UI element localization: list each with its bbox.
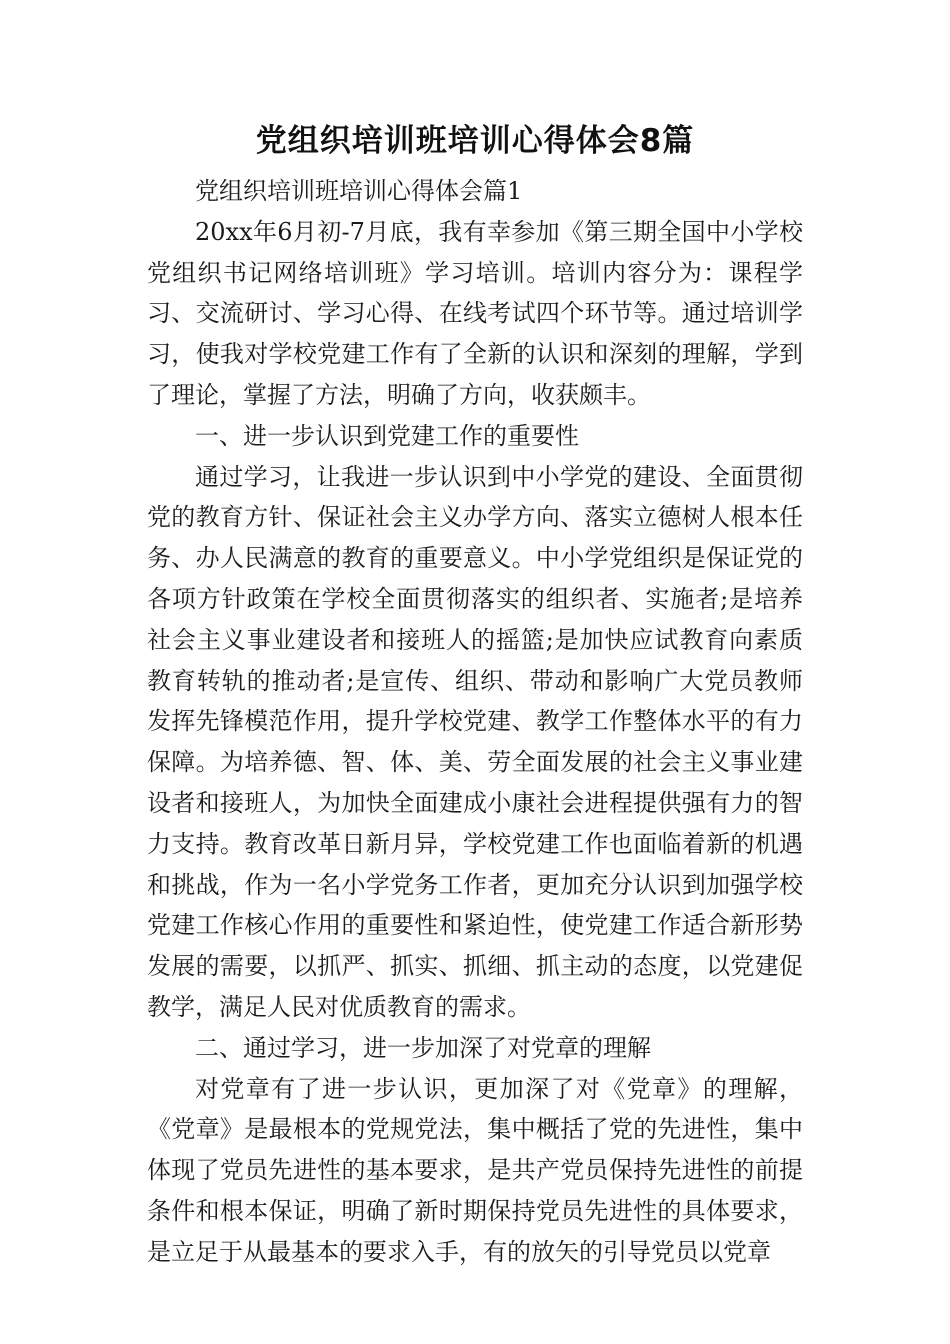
document-title: 党组织培训班培训心得体会8篇 [255,123,695,159]
paragraph: 通过学习，让我进一步认识到中小学党的建设、全面贯彻党的教育方针、保证社会主义办学方向、落实立德树人根本任务、办人民满意的教育的重要意义。中小学党组织是保证党的各项方针政策在学校全面贯彻落实的组织者、实施者;是培养社会主义事业建设者和接班人的摇篮;是加快应试教育向素质教育转轨的推动者;是宣传、组织、带动和影响广大党员教师发挥先锋模范作用，提升学校党建、教学工作整体水平的有力保障。为培养德、智、体、美、劳全面发展的社会主义事业建设者和接班人，为加快全面建成小康社会进程提供强有力的智力支持。教育改革日新月异，学校党建工作也面临着新的机遇和挑战，作为一名小学党务工作者，更加充分认识到加强学校党建工作核心作用的重要性和紧迫性，使党建工作适合新形势发展的需要，以抓严、抓实、抓细、抓主动的态度，以党建促教学，满足人民对优质教育的需求。 [147,462,803,1021]
section-heading: 一、进一步认识到党建工作的重要性 [195,421,579,450]
section-heading: 党组织培训班培训心得体会篇1 [195,177,523,205]
document-body [147,171,803,1273]
section-heading: 二、通过学习，进一步加深了对党章的理解 [195,1033,651,1062]
paragraph: 20xx年6月初-7月底，我有幸参加《第三期全国中小学校党组织书记网络培训班》学习培训。培训内容分为：课程学习、交流研讨、学习心得、在线考试四个环节等。通过培训学习，使我对学校党建工作有了全新的认识和深刻的理解，学到了理论，掌握了方法，明确了方向，收获颇丰。 [147,217,803,409]
paragraph: 对党章有了进一步认识，更加深了对《党章》的理解，《党章》是最根本的党规党法，集中概括了党的先进性，集中体现了党员先进性的基本要求，是共产党员保持先进性的前提条件和根本保证，明确了新时期保持党员先进性的具体要求，是立足于从最基本的要求入手，有的放矢的引导党员以党章 [147,1074,803,1266]
